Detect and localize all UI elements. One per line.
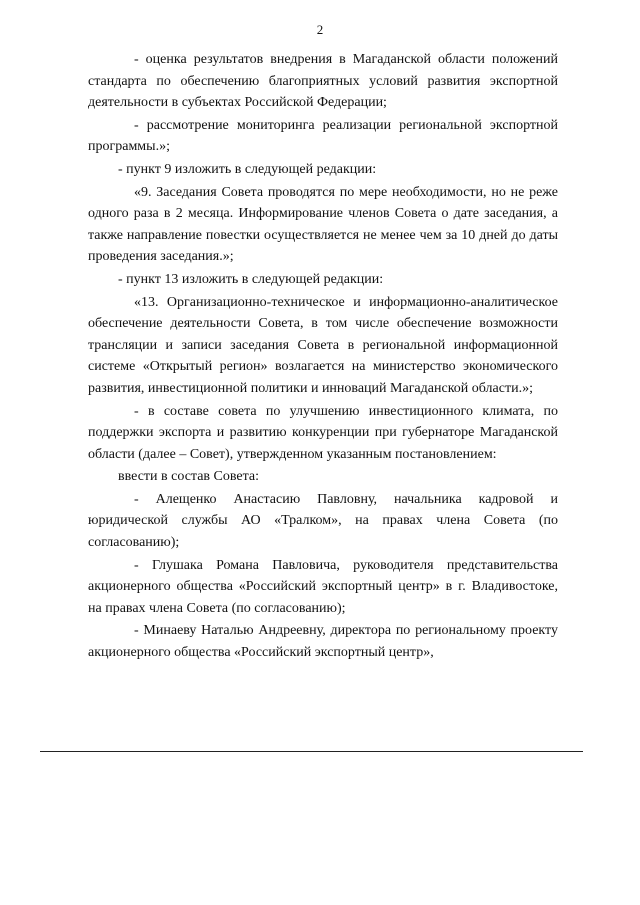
paragraph-member-aleshchenko: - Алещенко Анастасию Павловну, начальника кадровой и юридической службы АО «Тралком», на правах члена Совета (по согласованию); <box>88 491 558 551</box>
page-number: 2 <box>316 22 324 37</box>
paragraph-item-9-heading: - пункт 9 изложить в следующей редакции: <box>118 161 377 177</box>
paragraph-item-9-text: «9. Заседания Совета проводятся по мере необходимости, но не реже одного раза в 2 месяца. Информирование членов Совета о дате заседания, а также направление повестки осуществляется не менее чем за 10 дней до даты проведения заседания.»; <box>88 184 558 265</box>
paragraph-council-composition: - в составе совета по улучшению инвестиционного климата, по поддержки экспорта и развитию конкуренции при губернаторе Магаданской области (далее – Совет), утвержденном указанным постановлением: <box>88 403 558 462</box>
paragraph-item-13-text: «13. Организационно-техническое и информационно-аналитическое обеспечение деятельности Совета, в том числе обеспечение возможности трансляции и записи заседания Совета в региональной информационной системе «Открытый регион» возлагается на министерство экономического развития, инвестиционной политики и инноваций Магаданской области.»; <box>88 294 558 396</box>
paragraph-export-program-monitoring: - рассмотрение мониторинга реализации региональной экспортной программы.»; <box>88 117 558 155</box>
paragraph-member-glushak: - Глушака Романа Павловича, руководителя представительства акционерного общества «Российский экспортный центр» в г. Владивостоке, на правах члена Совета (по согласованию); <box>88 557 558 616</box>
footer-divider-line <box>40 751 583 752</box>
paragraph-item-13-heading: - пункт 13 изложить в следующей редакции: <box>118 271 384 287</box>
paragraph-export-standard-assessment: - оценка результатов внедрения в Магаданской области положений стандарта по обеспечению благоприятных условий развития экспортной деятельности в субъектах Российской Федерации; <box>88 52 558 111</box>
paragraph-add-members-heading: ввести в состав Совета: <box>118 469 259 485</box>
document-body <box>88 49 558 665</box>
paragraph-member-minaeva: - Минаеву Наталью Андреевну, директора по региональному проекту акционерного общества «Российский экспортный центр», <box>88 623 558 661</box>
